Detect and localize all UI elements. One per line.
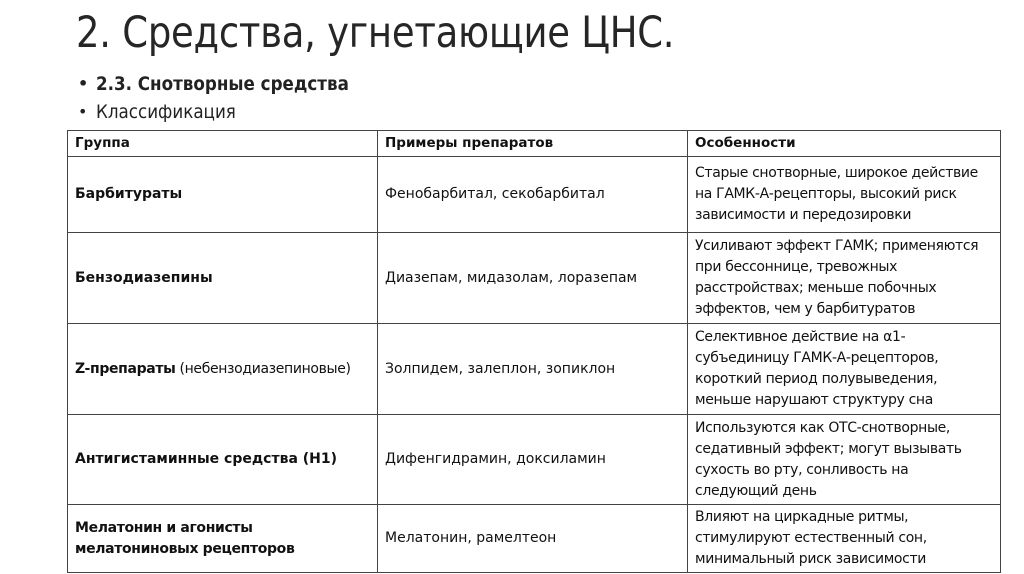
examples-cell xyxy=(378,157,688,233)
header-group: Группа xyxy=(68,131,378,157)
examples-cell xyxy=(378,324,688,415)
group-cell xyxy=(68,505,378,573)
bullet-list xyxy=(78,70,383,126)
group-name: Барбитураты xyxy=(75,186,183,202)
examples-text: Фенобарбитал, секобарбитал xyxy=(385,186,605,202)
table-row xyxy=(68,324,1001,415)
table-header-row xyxy=(68,131,1001,157)
examples-cell xyxy=(378,415,688,505)
group-name: Бензодиазепины xyxy=(75,269,213,286)
bullet-subsection xyxy=(78,70,383,98)
group-name: Антигистаминные средства (H1) xyxy=(75,451,338,467)
group-cell xyxy=(68,233,378,324)
bullet-classification xyxy=(78,98,383,126)
bullet-classification-text: Классификация xyxy=(96,101,236,123)
features-text: Используются как ОТС-снотворные, седативный эффект; могут вызывать сухость во рту, сонливость на следующий день xyxy=(695,419,962,499)
examples-text: Золпидем, залеплон, зопиклон xyxy=(385,360,616,377)
classification-table xyxy=(67,130,1001,573)
features-cell xyxy=(688,157,1001,233)
examples-text: Мелатонин, рамелтеон xyxy=(385,530,557,546)
slide-title: 2. Средства, угнетающие ЦНС. xyxy=(76,8,675,58)
examples-text: Дифенгидрамин, доксиламин xyxy=(385,451,606,467)
examples-cell xyxy=(378,505,688,573)
features-text: Влияют на циркадные ритмы, стимулируют естественный сон, минимальный риск зависимости xyxy=(695,509,927,567)
features-cell xyxy=(688,505,1001,573)
examples-cell xyxy=(378,233,688,324)
features-cell xyxy=(688,233,1001,324)
table-row xyxy=(68,505,1001,573)
features-cell xyxy=(688,324,1001,415)
examples-text: Диазепам, мидазолам, лоразепам xyxy=(385,269,638,286)
group-note: (небензодиазепиновые) xyxy=(175,360,351,377)
features-text: Старые снотворные, широкое действие на ГАМК-А-рецепторы, высокий риск зависимости и передозировки xyxy=(695,165,978,223)
features-cell xyxy=(688,415,1001,505)
group-cell xyxy=(68,415,378,505)
features-text: Селективное действие на α1-субъединицу ГАМК-А-рецепторов, короткий период полувыведения, меньше нарушают структуру сна xyxy=(695,329,939,408)
bullet-subsection-text: 2.3. Снотворные средства xyxy=(96,73,349,95)
group-name: Z-препараты xyxy=(75,360,176,377)
group-name: Мелатонин и агонисты мелатониновых рецепторов xyxy=(75,519,295,557)
header-examples: Примеры препаратов xyxy=(378,131,688,157)
group-cell xyxy=(68,324,378,415)
group-cell xyxy=(68,157,378,233)
table-row xyxy=(68,233,1001,324)
header-features: Особенности xyxy=(688,131,1001,157)
table-row xyxy=(68,157,1001,233)
table-row xyxy=(68,415,1001,505)
features-text: Усиливают эффект ГАМК; применяются при бессоннице, тревожных расстройствах; меньше побочных эффектов, чем у барбитуратов xyxy=(695,238,979,317)
